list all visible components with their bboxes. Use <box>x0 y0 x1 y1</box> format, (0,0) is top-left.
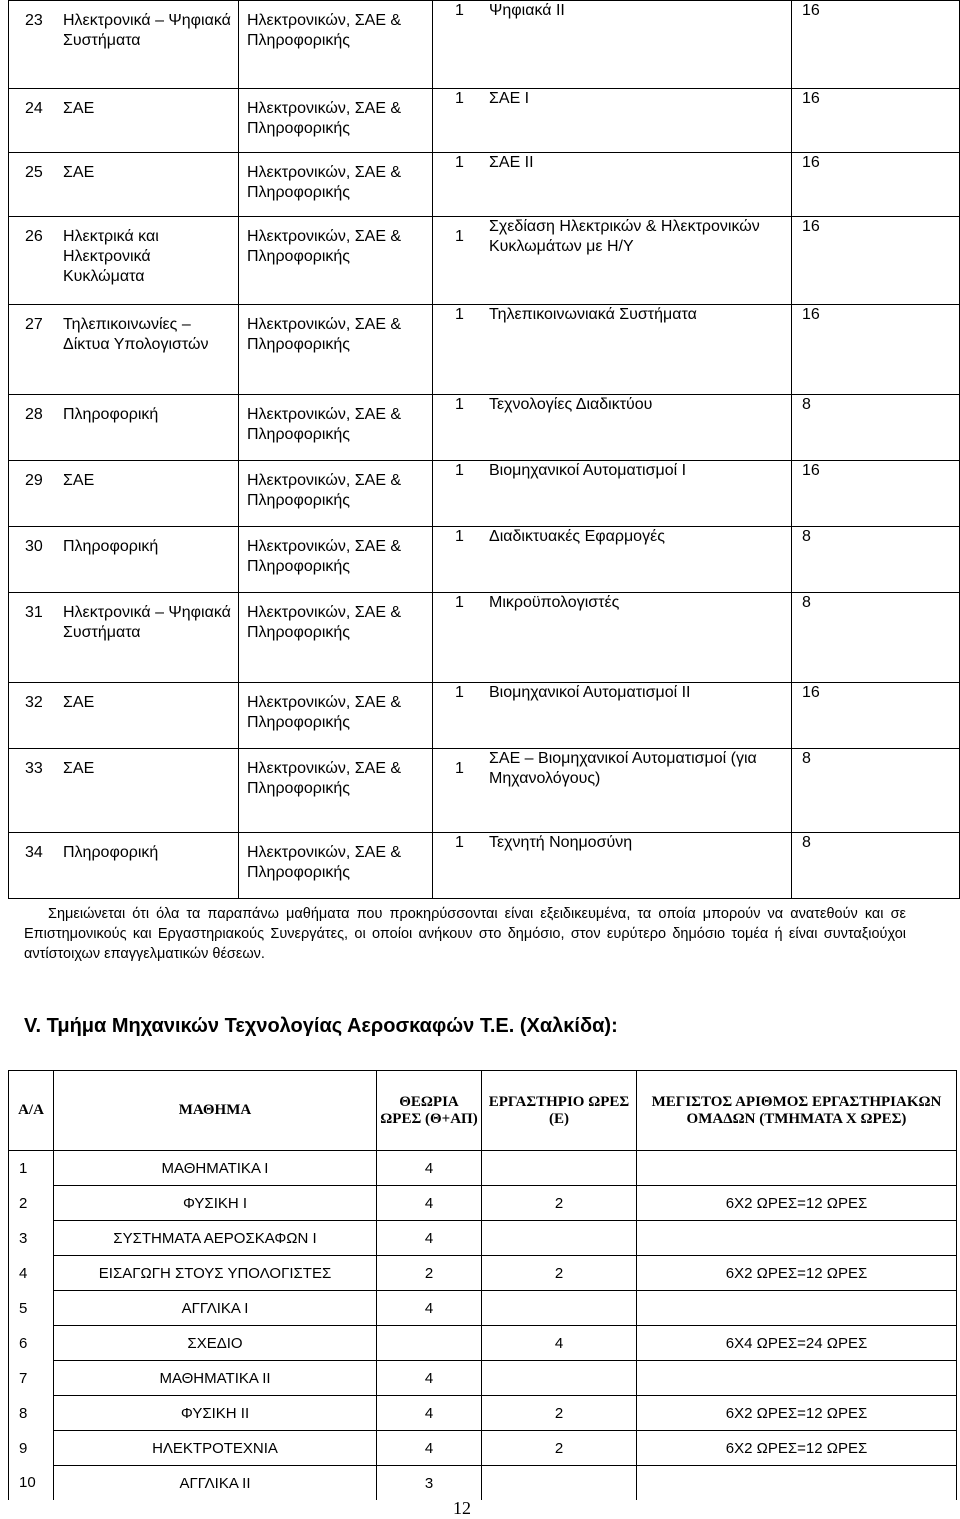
row-index: 1 <box>9 1151 54 1186</box>
row-number: 32 <box>25 694 43 711</box>
theory-hours <box>377 1326 482 1361</box>
course-name: Τηλεπικοινωνιακά Συστήματα <box>489 306 697 323</box>
department: Ηλεκτρονικών, ΣΑΕ & Πληροφορικής <box>247 472 402 509</box>
lab-groups <box>637 1221 957 1256</box>
theory-hours: 4 <box>377 1431 482 1466</box>
table-row <box>9 217 960 305</box>
row-number: 23 <box>25 12 43 29</box>
course-name: ΗΛΕΚΤΡΟΤΕΧΝΙΑ <box>54 1431 377 1466</box>
table-row <box>9 1361 957 1396</box>
aircraft-dept-table <box>8 1070 957 1500</box>
theory-hours: 4 <box>377 1221 482 1256</box>
theory-hours: 4 <box>377 1396 482 1431</box>
subject-area: ΣΑΕ <box>63 472 95 489</box>
course-name: Μικροϋπολογιστές <box>489 594 620 611</box>
subject-area: ΣΑΕ <box>63 164 95 181</box>
department: Ηλεκτρονικών, ΣΑΕ & Πληροφορικής <box>247 844 402 881</box>
table-row <box>9 1326 957 1361</box>
lab-hours: 2 <box>482 1396 637 1431</box>
table-row <box>9 305 960 395</box>
theory-hours: 4 <box>377 1291 482 1326</box>
lab-hours: 2 <box>482 1431 637 1466</box>
course-hours: 16 <box>802 306 820 323</box>
header-idx: Α/Α <box>9 1071 54 1151</box>
lab-groups <box>637 1361 957 1396</box>
header-course: ΜΑΘΗΜΑ <box>54 1071 377 1151</box>
course-name: ΣΑΕ ΙΙ <box>489 154 534 171</box>
table-row <box>9 1291 957 1326</box>
course-hours: 8 <box>802 834 811 851</box>
course-count: 1 <box>455 760 464 777</box>
department: Ηλεκτρονικών, ΣΑΕ & Πληροφορικής <box>247 604 402 641</box>
subject-area: Πληροφορική <box>63 538 159 555</box>
course-count: 1 <box>455 2 464 19</box>
subject-area: Ηλεκτρονικά – Ψηφιακά Συστήματα <box>63 604 231 641</box>
department: Ηλεκτρονικών, ΣΑΕ & Πληροφορικής <box>247 100 402 137</box>
table-row <box>9 1221 957 1256</box>
table-row <box>9 1396 957 1431</box>
lab-hours <box>482 1151 637 1186</box>
course-count: 1 <box>455 396 464 413</box>
subject-area: ΣΑΕ <box>63 100 95 117</box>
course-hours: 16 <box>802 154 820 171</box>
lab-hours <box>482 1221 637 1256</box>
course-name: ΦΥΣΙΚΗ ΙΙ <box>54 1396 377 1431</box>
table-row <box>9 527 960 593</box>
row-index: 7 <box>9 1361 54 1396</box>
course-hours: 16 <box>802 218 820 235</box>
lab-groups: 6Χ2 ΩΡΕΣ=12 ΩΡΕΣ <box>637 1431 957 1466</box>
lab-hours <box>482 1466 637 1501</box>
table-row <box>9 683 960 749</box>
department: Ηλεκτρονικών, ΣΑΕ & Πληροφορικής <box>247 164 402 201</box>
course-name: ΣΥΣΤΗΜΑΤΑ ΑΕΡΟΣΚΑΦΩΝ Ι <box>54 1221 377 1256</box>
table-row <box>9 1256 957 1291</box>
header-theory: ΘΕΩΡΙΑ ΩΡΕΣ (Θ+ΑΠ) <box>377 1071 482 1151</box>
table-row <box>9 749 960 833</box>
course-hours: 8 <box>802 396 811 413</box>
lab-groups <box>637 1291 957 1326</box>
table-row <box>9 593 960 683</box>
course-name: Βιομηχανικοί Αυτοματισμοί ΙΙ <box>489 684 691 701</box>
note-paragraph: Σημειώνεται ότι όλα τα παραπάνω μαθήματα που προκηρύσσονται είναι εξειδικευμένα, τα οποία μπορούν να ανατεθούν και σε Επιστημονικούς και Εργαστηριακούς Συνεργάτες, οι οποίοι ανήκουν στο δημόσιο, στον ευρύτερο δημόσιο τομέα ή είναι συνταξιούχοι αντίστοιχων επαγγελματικών θέσεων. <box>24 906 906 962</box>
page-number: 12 <box>453 1498 471 1518</box>
row-number: 28 <box>25 406 43 423</box>
course-name: Τεχνητή Νοημοσύνη <box>489 834 633 851</box>
subject-area: ΣΑΕ <box>63 694 95 711</box>
course-hours: 16 <box>802 90 820 107</box>
header-lab: ΕΡΓΑΣΤΗΡΙΟ ΩΡΕΣ (Ε) <box>482 1071 637 1151</box>
subject-area: ΣΑΕ <box>63 760 95 777</box>
course-hours: 16 <box>802 462 820 479</box>
course-count: 1 <box>455 90 464 107</box>
course-count: 1 <box>455 834 464 851</box>
course-name: ΑΓΓΛΙΚΑ ΙΙ <box>54 1466 377 1501</box>
subject-area: Πληροφορική <box>63 406 159 423</box>
lab-hours: 2 <box>482 1256 637 1291</box>
course-name: Βιομηχανικοί Αυτοματισμοί Ι <box>489 462 687 479</box>
row-number: 24 <box>25 100 43 117</box>
table-row <box>9 1151 957 1186</box>
course-name: ΣΑΕ Ι <box>489 90 530 107</box>
course-count: 1 <box>455 462 464 479</box>
row-number: 34 <box>25 844 43 861</box>
course-count: 1 <box>455 528 464 545</box>
table-row <box>9 461 960 527</box>
department: Ηλεκτρονικών, ΣΑΕ & Πληροφορικής <box>247 538 402 575</box>
lab-groups: 6Χ2 ΩΡΕΣ=12 ΩΡΕΣ <box>637 1396 957 1431</box>
department: Ηλεκτρονικών, ΣΑΕ & Πληροφορικής <box>247 406 402 443</box>
upper-courses-table <box>8 0 960 899</box>
course-count: 1 <box>455 154 464 171</box>
theory-hours: 4 <box>377 1186 482 1221</box>
lab-hours: 2 <box>482 1186 637 1221</box>
department: Ηλεκτρονικών, ΣΑΕ & Πληροφορικής <box>247 694 402 731</box>
row-index: 3 <box>9 1221 54 1256</box>
course-name: ΣΑΕ – Βιομηχανικοί Αυτοματισμοί (για Μηχανολόγους) <box>489 750 757 787</box>
lab-hours: 4 <box>482 1326 637 1361</box>
row-index: 10 <box>9 1466 54 1501</box>
table-row <box>9 1186 957 1221</box>
lab-groups: 6Χ4 ΩΡΕΣ=24 ΩΡΕΣ <box>637 1326 957 1361</box>
course-hours: 16 <box>802 2 820 19</box>
row-number: 33 <box>25 760 43 777</box>
course-name: ΦΥΣΙΚΗ Ι <box>54 1186 377 1221</box>
course-name: Ψηφιακά ΙΙ <box>489 2 565 19</box>
header-groups: ΜΕΓΙΣΤΟΣ ΑΡΙΘΜΟΣ ΕΡΓΑΣΤΗΡΙΑΚΩΝ ΟΜΑΔΩΝ (ΤΜΗΜΑΤΑ Χ ΩΡΕΣ) <box>637 1071 957 1151</box>
department: Ηλεκτρονικών, ΣΑΕ & Πληροφορικής <box>247 760 402 797</box>
lab-groups: 6Χ2 ΩΡΕΣ=12 ΩΡΕΣ <box>637 1256 957 1291</box>
course-hours: 8 <box>802 528 811 545</box>
row-index: 4 <box>9 1256 54 1291</box>
section-heading: V. Τμήμα Μηχανικών Τεχνολογίας Αεροσκαφών Τ.Ε. (Χαλκίδα): <box>24 1015 618 1037</box>
course-count: 1 <box>455 684 464 701</box>
lab-groups <box>637 1466 957 1501</box>
row-number: 30 <box>25 538 43 555</box>
theory-hours: 2 <box>377 1256 482 1291</box>
theory-hours: 4 <box>377 1151 482 1186</box>
course-name: ΕΙΣΑΓΩΓΗ ΣΤΟΥΣ ΥΠΟΛΟΓΙΣΤΕΣ <box>54 1256 377 1291</box>
row-index: 6 <box>9 1326 54 1361</box>
course-count: 1 <box>455 306 464 323</box>
table-row <box>9 1 960 89</box>
row-index: 5 <box>9 1291 54 1326</box>
table-row <box>9 153 960 217</box>
course-name: ΜΑΘΗΜΑΤΙΚΑ Ι <box>54 1151 377 1186</box>
table-row <box>9 395 960 461</box>
course-name: Σχεδίαση Ηλεκτρικών & Ηλεκτρονικών Κυκλωμάτων με Η/Υ <box>489 218 760 255</box>
table-row <box>9 833 960 899</box>
course-name: Τεχνολογίες Διαδικτύου <box>489 396 653 413</box>
table-row <box>9 1431 957 1466</box>
subject-area: Τηλεπικοινωνίες – Δίκτυα Υπολογιστών <box>63 316 209 353</box>
course-hours: 8 <box>802 594 811 611</box>
row-number: 31 <box>25 604 43 621</box>
course-name: ΣΧΕΔΙΟ <box>54 1326 377 1361</box>
table-row <box>9 89 960 153</box>
lab-hours <box>482 1291 637 1326</box>
row-number: 26 <box>25 228 43 245</box>
course-name: ΜΑΘΗΜΑΤΙΚΑ ΙΙ <box>54 1361 377 1396</box>
row-number: 29 <box>25 472 43 489</box>
department: Ηλεκτρονικών, ΣΑΕ & Πληροφορικής <box>247 316 402 353</box>
subject-area: Ηλεκτρικά και Ηλεκτρονικά Κυκλώματα <box>63 228 159 285</box>
theory-hours: 4 <box>377 1361 482 1396</box>
theory-hours: 3 <box>377 1466 482 1501</box>
row-number: 27 <box>25 316 43 333</box>
course-hours: 16 <box>802 684 820 701</box>
course-name: ΑΓΓΛΙΚΑ Ι <box>54 1291 377 1326</box>
lab-hours <box>482 1361 637 1396</box>
subject-area: Πληροφορική <box>63 844 159 861</box>
lab-groups: 6Χ2 ΩΡΕΣ=12 ΩΡΕΣ <box>637 1186 957 1221</box>
course-name: Διαδικτυακές Εφαρμογές <box>489 528 665 545</box>
lab-groups <box>637 1151 957 1186</box>
department: Ηλεκτρονικών, ΣΑΕ & Πληροφορικής <box>247 228 402 265</box>
row-index: 2 <box>9 1186 54 1221</box>
course-count: 1 <box>455 594 464 611</box>
row-index: 9 <box>9 1431 54 1466</box>
department: Ηλεκτρονικών, ΣΑΕ & Πληροφορικής <box>247 12 402 49</box>
row-number: 25 <box>25 164 43 181</box>
row-index: 8 <box>9 1396 54 1431</box>
subject-area: Ηλεκτρονικά – Ψηφιακά Συστήματα <box>63 12 231 49</box>
course-hours: 8 <box>802 750 811 767</box>
course-count: 1 <box>455 228 464 245</box>
table-row <box>9 1466 957 1501</box>
